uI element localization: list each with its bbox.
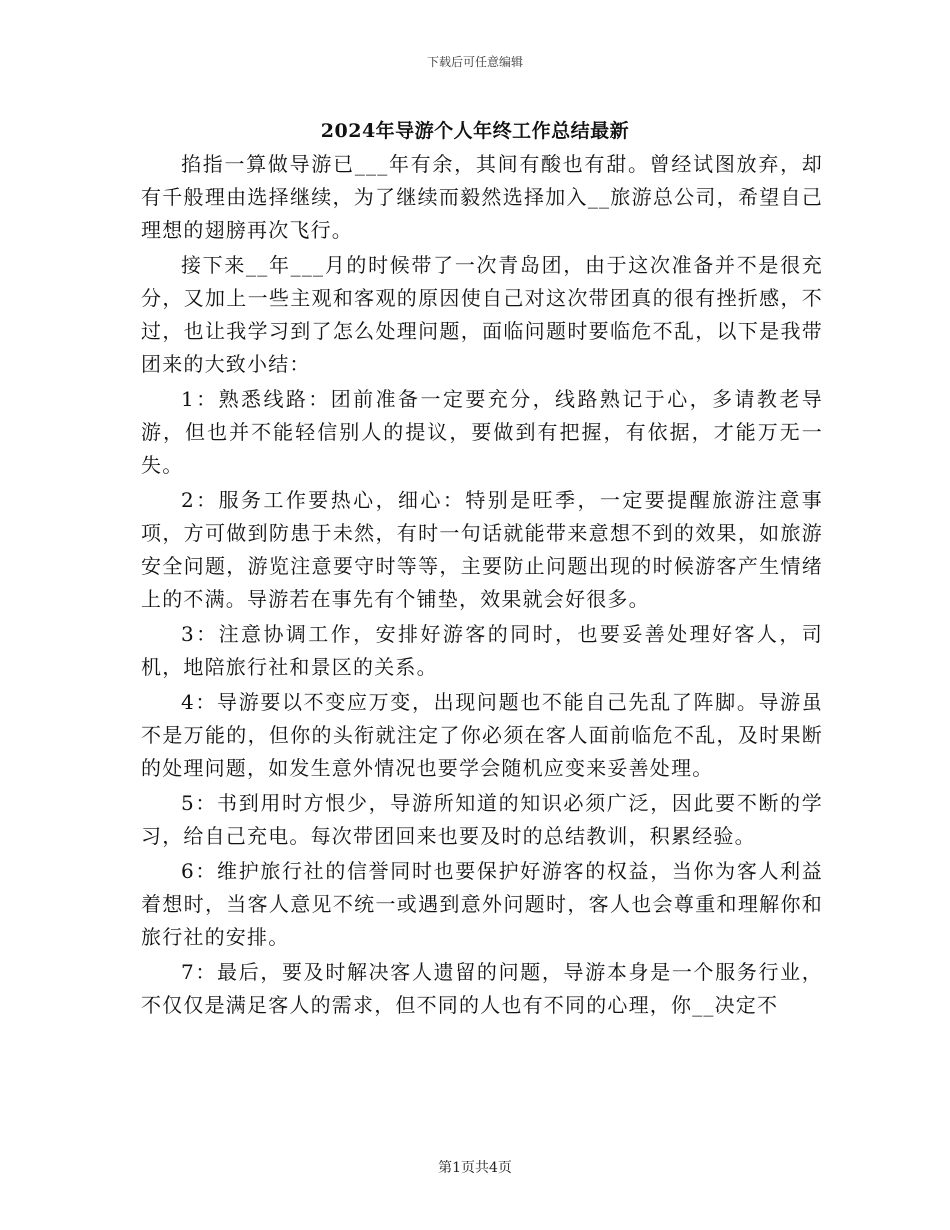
header-note: 下载后可任意编辑	[426, 55, 523, 69]
paragraph-point-5: 5：书到用时方恨少，导游所知道的知识必须广泛，因此要不断的学习，给自己充电。每次带团回来也要及时的总结教训，积累经验。	[141, 791, 823, 848]
paragraph-point-4: 4：导游要以不变应万变，出现问题也不能自己先乱了阵脚。导游虽不是万能的，但你的头衔就注定了你必须在客人面前临危不乱，及时果断的处理问题，如发生意外情况也要学会随机应变来妥善处理。	[141, 690, 823, 780]
document-body	[141, 148, 823, 1024]
document-title: 2024年导游个人年终工作总结最新	[320, 120, 630, 142]
paragraph-point-7: 7：最后，要及时解决客人遗留的问题，导游本身是一个服务行业，不仅仅是满足客人的需求，但不同的人也有不同的心理，你__决定不	[141, 960, 823, 1017]
paragraph-qingdao-tour: 接下来__年___月的时候带了一次青岛团，由于这次准备并不是很充分，又加上一些主观和客观的原因使自己对这次带团真的很有挫折感，不过，也让我学习到了怎么处理问题，面临问题时要临危不乱，以下是我带团来的大致小结：	[141, 253, 823, 376]
paragraph-intro: 掐指一算做导游已___年有余，其间有酸也有甜。曾经试图放弃，却有千般理由选择继续，为了继续而毅然选择加入__旅游总公司，希望自己理想的翅膀再次飞行。	[141, 152, 823, 242]
page-number-footer: 第1页共4页	[438, 1160, 512, 1176]
paragraph-point-2: 2：服务工作要热心，细心：特别是旺季，一定要提醒旅游注意事项，方可做到防患于未然，有时一句话就能带来意想不到的效果，如旅游安全问题，游览注意要守时等等，主要防止问题出现的时候游客产生情绪上的不满。导游若在事先有个铺垫，效果就会好很多。	[141, 488, 823, 611]
paragraph-point-1: 1：熟悉线路：团前准备一定要充分，线路熟记于心，多请教老导游，但也并不能轻信别人的提议，要做到有把握，有依据，才能万无一失。	[141, 387, 823, 477]
paragraph-point-6: 6：维护旅行社的信誉同时也要保护好游客的权益，当你为客人利益着想时，当客人意见不统一或遇到意外问题时，客人也会尊重和理解你和旅行社的安排。	[141, 859, 823, 949]
paragraph-point-3: 3：注意协调工作，安排好游客的同时，也要妥善处理好客人，司机，地陪旅行社和景区的关系。	[141, 622, 823, 679]
